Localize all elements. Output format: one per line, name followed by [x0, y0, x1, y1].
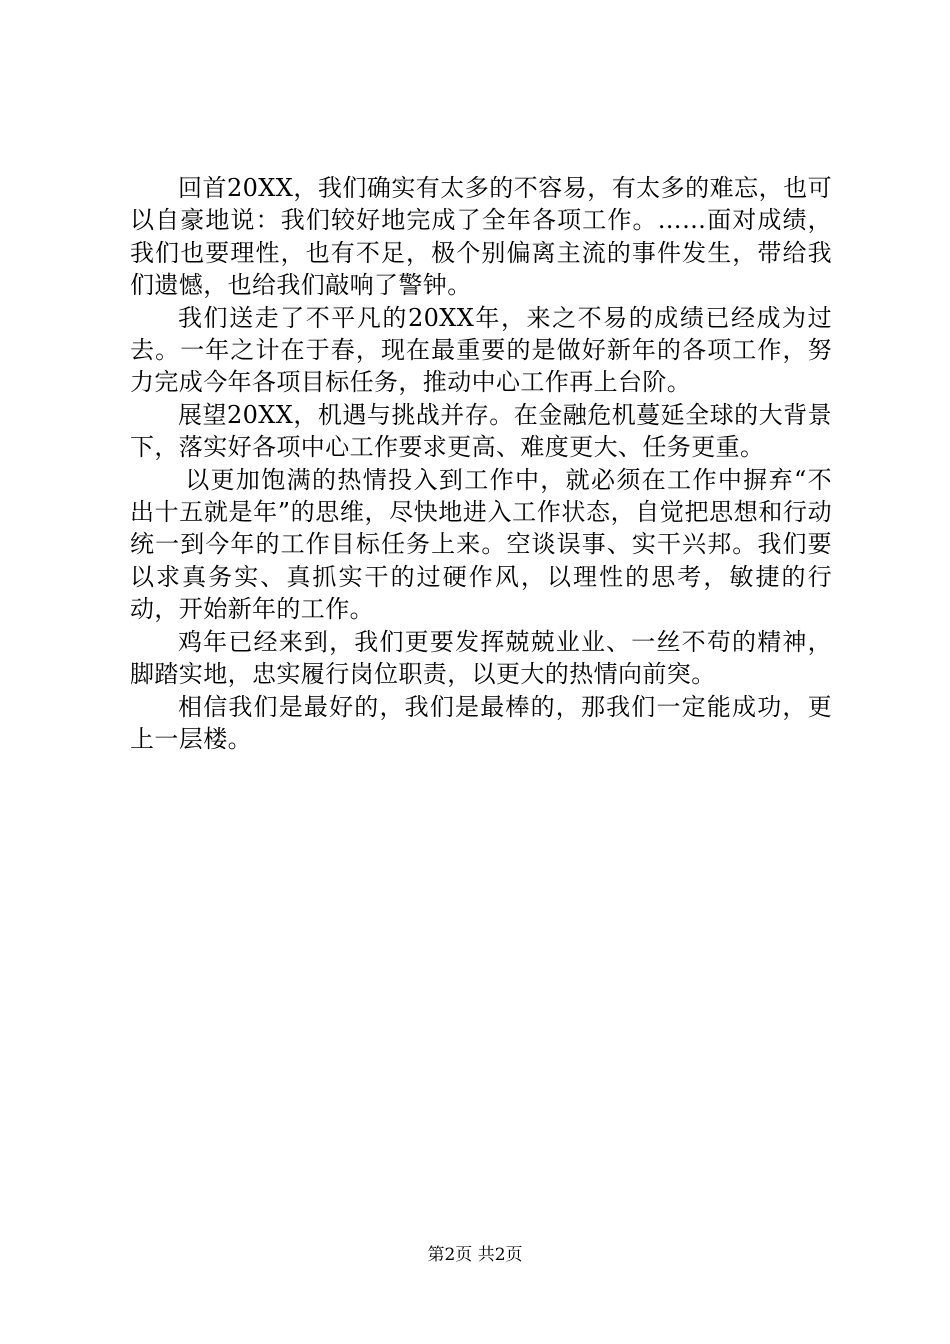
paragraph-outlook: 展望20XX，机遇与挑战并存。在金融危机蔓延全球的大背景下，落实好各项中心工作要求更高、难度更大、任务更重。 — [130, 400, 832, 462]
document-body — [130, 172, 832, 755]
paragraph-belief: 相信我们是最好的，我们是最棒的，那我们一定能成功，更上一层楼。 — [130, 692, 832, 753]
page-footer — [0, 1243, 950, 1267]
paragraph-rooster-year: 鸡年已经来到，我们更要发挥兢兢业业、一丝不苟的精神，脚踏实地，忠实履行岗位职责，以更大的热情向前突。 — [130, 627, 832, 689]
paragraph-enthusiasm: 以更加饱满的热情投入到工作中，就必须在工作中摒弃“不出十五就是年”的思维，尽快地进入工作状态，自觉把思想和行动统一到今年的工作目标任务上来。空谈误事、实干兴邦。我们要以求真务实、真抓实干的过硬作风，以理性的思考，敏捷的行动，开始新年的工作。 — [130, 465, 832, 624]
paragraph-review: 回首20XX，我们确实有太多的不容易，有太多的难忘，也可以自豪地说：我们较好地完成了全年各项工作。……面对成绩，我们也要理性，也有不足，极个别偏离主流的事件发生，带给我们遗憾，也给我们敲响了警钟。 — [130, 174, 832, 300]
page-number-label: 第2页 共2页 — [427, 1245, 523, 1265]
paragraph-farewell: 我们送走了不平凡的20XX年，来之不易的成绩已经成为过去。一年之计在于春，现在最重要的是做好新年的各项工作，努力完成今年各项目标任务，推动中心工作再上台阶。 — [130, 303, 832, 397]
